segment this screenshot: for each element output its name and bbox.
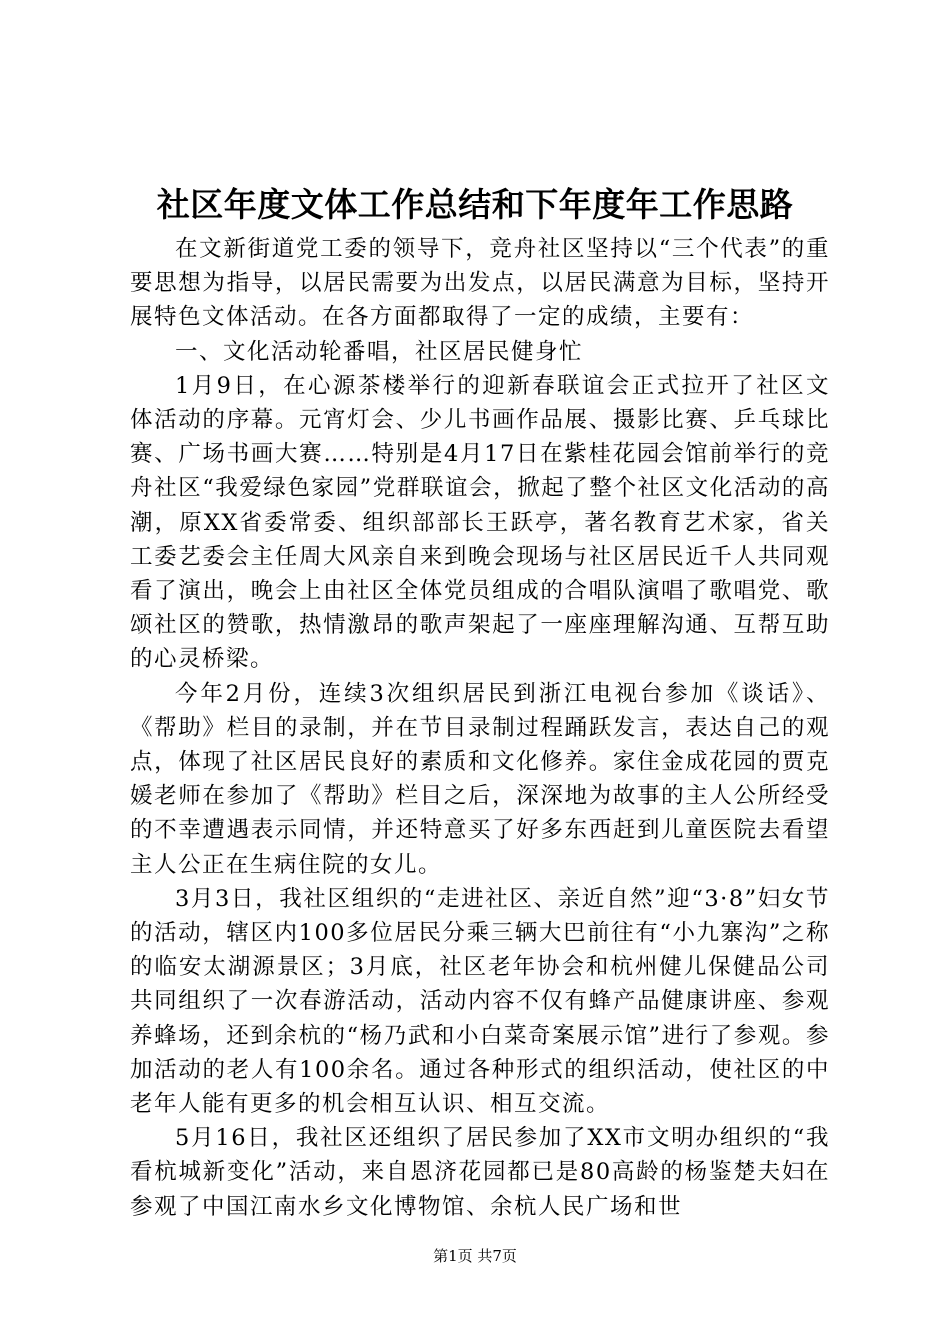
paragraph-intro: 在文新街道党工委的领导下，竞舟社区坚持以“三个代表”的重要思想为指导，以居民需要为出发点，以居民满意为目标，坚持开展特色文体活动。在各方面都取得了一定的成绩，主要有：: [130, 236, 830, 331]
paragraph-tv-program: 今年2月份，连续3次组织居民到浙江电视台参加《谈话》、《帮助》栏目的录制，并在节目录制过程踊跃发言，表达自己的观点，体现了社区居民良好的素质和文化修养。家住金成花园的贾克媛老师在参加了《帮助》栏目之后，深深地为故事的主人公所经受的不幸遭遇表示同情，并还特意买了好多东西赶到儿童医院去看望主人公正在生病住院的女儿。: [130, 680, 830, 878]
page-number-footer: 第1页 共7页: [433, 1247, 517, 1265]
section-heading-1: 一、文化活动轮番唱，社区居民健身忙: [175, 338, 584, 365]
paragraph-city-change-activity: 5月16日，我社区还组织了居民参加了XX市文明办组织的“我看杭城新变化”活动，来自恩济花园都已是80高龄的杨鉴楚夫妇在参观了中国江南水乡文化博物馆、余杭人民广场和世: [130, 1125, 830, 1220]
paragraph-new-year-gala: 1月9日，在心源茶楼举行的迎新春联谊会正式拉开了社区文体活动的序幕。元宵灯会、少儿书画作品展、摄影比赛、乒乓球比赛、广场书画大赛……特别是4月17日在紫桂花园会馆前举行的竞舟社区“我爱绿色家园”党群联谊会，掀起了整个社区文化活动的高潮，原XX省委常委、组织部部长王跃亭，著名教育艺术家，省关工委艺委会主任周大风亲自来到晚会现场与社区居民近千人共同观看了演出，晚会上由社区全体党员组成的合唱队演唱了歌唱党、歌颂社区的赞歌，热情激昂的歌声架起了一座座理解沟通、互帮互助的心灵桥梁。: [130, 372, 830, 673]
document-title: 社区年度文体工作总结和下年度年工作思路: [156, 185, 794, 224]
document-body: [130, 232, 830, 1224]
paragraph-womens-day-trip: 3月3日，我社区组织的“走进社区、亲近自然”迎“3·8”妇女节的活动，辖区内100多位居民分乘三辆大巴前往有“小九寨沟”之称的临安太湖源景区；3月底，社区老年协会和杭州健儿保健品公司共同组织了一次春游活动，活动内容不仅有蜂产品健康讲座、参观养蜂场，还到余杭的“杨乃武和小白菜奇案展示馆”进行了参观。参加活动的老人有100余名。通过各种形式的组织活动，使社区的中老年人能有更多的机会相互认识、相互交流。: [130, 885, 830, 1118]
